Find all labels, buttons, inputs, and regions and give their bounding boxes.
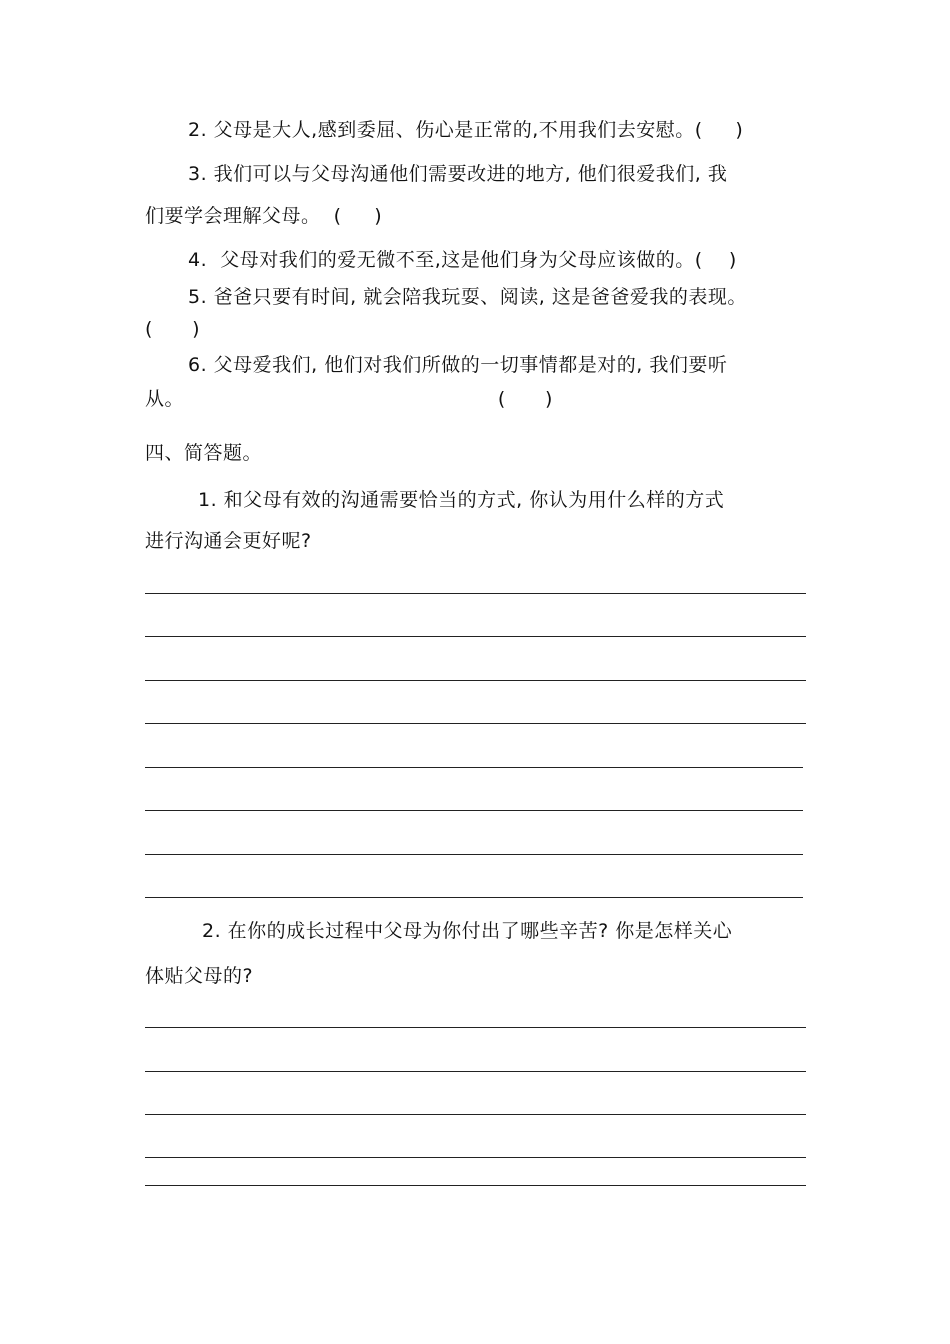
answer-line[interactable] (145, 723, 806, 724)
answer-line[interactable] (145, 897, 803, 898)
answer-line[interactable] (145, 593, 806, 594)
judgement-item-3-line-2: 们要学会理解父母。 ( ) (145, 205, 383, 227)
judgement-item-6-line-1: 6. 父母爱我们, 他们对我们所做的一切事情都是对的, 我们要听 (188, 354, 728, 376)
judgement-item-3-line-1: 3. 我们可以与父母沟通他们需要改进的地方, 他们很爱我们, 我 (188, 163, 728, 185)
question-1-line-1: 1. 和父母有效的沟通需要恰当的方式, 你认为用什么样的方式 (198, 489, 725, 511)
judgement-item-4: 4. 父母对我们的爱无微不至,这是他们身为父母应该做的。( ) (188, 249, 737, 271)
question-2-line-2: 体贴父母的? (145, 965, 254, 987)
answer-line[interactable] (145, 854, 803, 855)
judgement-item-6-line-2: 从。 ( ) (145, 388, 553, 410)
answer-line[interactable] (145, 1071, 806, 1072)
answer-line[interactable] (145, 810, 803, 811)
answer-line[interactable] (145, 1185, 806, 1186)
question-1-line-2: 进行沟通会更好呢? (145, 530, 312, 552)
judgement-item-2: 2. 父母是大人,感到委屈、伤心是正常的,不用我们去安慰。( ) (188, 119, 744, 141)
question-2-line-1: 2. 在你的成长过程中父母为你付出了哪些辛苦? 你是怎样关心 (202, 920, 733, 942)
answer-line[interactable] (145, 680, 806, 681)
judgement-item-5-line-1: 5. 爸爸只要有时间, 就会陪我玩耍、阅读, 这是爸爸爱我的表现。 (188, 286, 747, 308)
answer-line[interactable] (145, 1114, 806, 1115)
judgement-item-5-line-2: ( ) (145, 318, 201, 340)
answer-line[interactable] (145, 1157, 806, 1158)
answer-line[interactable] (145, 767, 803, 768)
section-heading-short-answer: 四、简答题。 (145, 442, 263, 464)
answer-line[interactable] (145, 1027, 806, 1028)
answer-line[interactable] (145, 636, 806, 637)
